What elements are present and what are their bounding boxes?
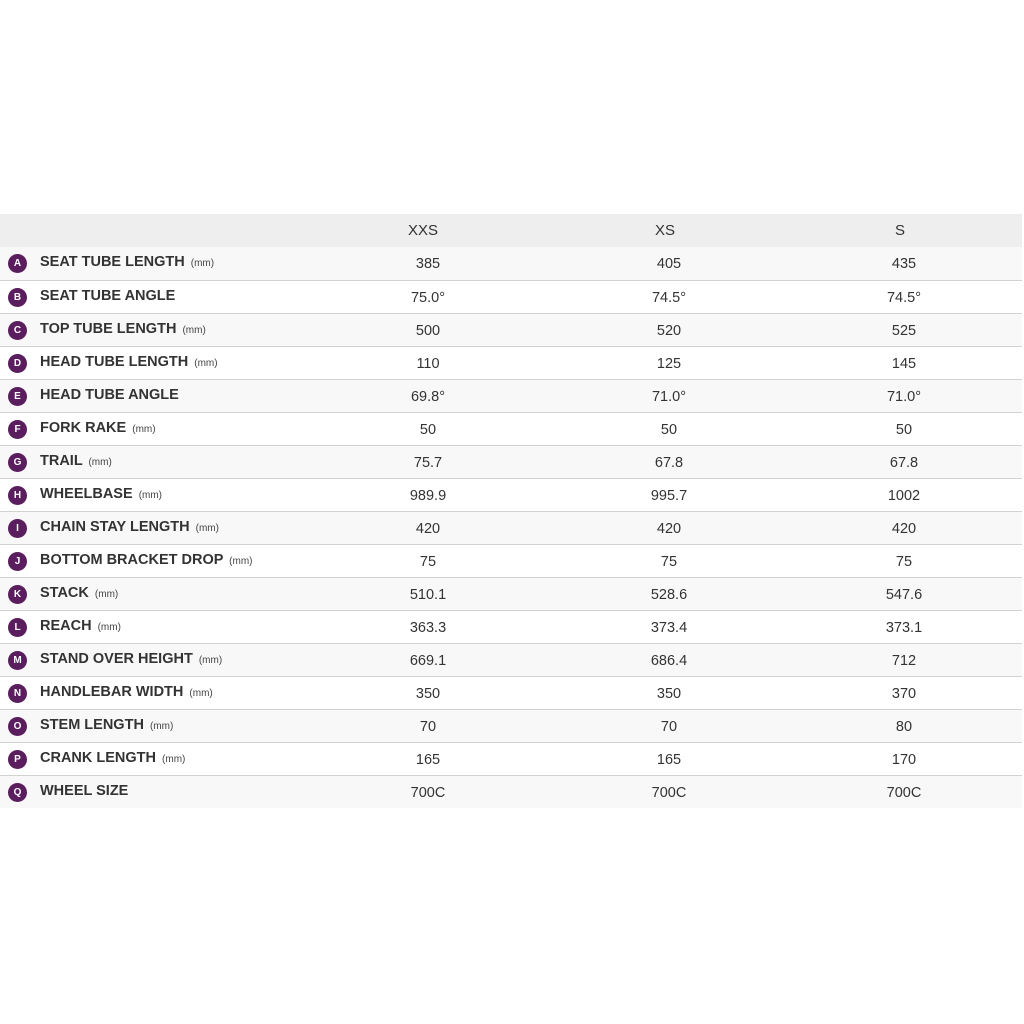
table-row	[0, 478, 1022, 511]
row-letter-badge: O	[8, 717, 27, 736]
row-unit: (mm)	[189, 688, 213, 699]
row-letter-badge: G	[8, 453, 27, 472]
row-label: REACH	[40, 618, 92, 634]
row-label: BOTTOM BRACKET DROP	[40, 552, 224, 568]
row-label: TRAIL	[40, 453, 83, 469]
row-label: STEM LENGTH	[40, 717, 144, 733]
row-letter-badge: M	[8, 651, 27, 670]
row-letter-badge: L	[8, 618, 27, 637]
value-cell-xxs: 350	[415, 686, 441, 702]
row-unit: (mm)	[162, 754, 186, 765]
value-cell-xxs: 110	[416, 356, 440, 372]
row-unit: (mm)	[229, 556, 253, 567]
value-cell-s: 74.5°	[886, 290, 922, 306]
table-body	[0, 247, 1022, 808]
table-row	[0, 379, 1022, 412]
row-label-cell	[40, 545, 253, 577]
row-label-cell	[40, 710, 173, 742]
table-row	[0, 313, 1022, 346]
table-row	[0, 577, 1022, 610]
table-row	[0, 247, 1022, 280]
value-cell-xs: 686.4	[650, 653, 688, 669]
row-label: SEAT TUBE LENGTH	[40, 254, 185, 270]
value-cell-s: 67.8	[889, 455, 919, 471]
row-label-cell	[40, 347, 218, 379]
row-label: WHEELBASE	[40, 486, 133, 502]
row-label-cell	[40, 512, 219, 544]
value-cell-xxs: 500	[415, 323, 441, 339]
table-header-row	[0, 214, 1022, 247]
row-letter-badge: P	[8, 750, 27, 769]
row-unit: (mm)	[182, 325, 206, 336]
value-cell-s: 373.1	[885, 620, 923, 636]
row-unit: (mm)	[195, 523, 219, 534]
value-cell-xxs: 70	[419, 719, 437, 735]
table-row	[0, 511, 1022, 544]
value-cell-xxs: 75.7	[413, 455, 443, 471]
value-cell-xxs: 69.8°	[410, 389, 446, 405]
row-label-cell	[40, 281, 175, 313]
row-label-cell	[40, 446, 112, 478]
table-row	[0, 676, 1022, 709]
row-letter-badge: Q	[8, 783, 27, 802]
row-unit: (mm)	[94, 589, 119, 600]
row-unit: (mm)	[149, 721, 174, 732]
value-cell-xs: 405	[656, 256, 682, 272]
row-letter-badge: F	[8, 420, 27, 439]
row-label-cell	[40, 644, 222, 676]
value-cell-xxs: 75	[419, 554, 437, 570]
row-label: HEAD TUBE ANGLE	[40, 387, 179, 403]
value-cell-xs: 420	[656, 521, 682, 537]
row-unit: (mm)	[88, 457, 112, 468]
row-label-cell	[40, 776, 128, 808]
row-label-cell	[40, 611, 121, 643]
row-letter-badge: E	[8, 387, 27, 406]
row-unit: (mm)	[198, 655, 223, 666]
value-cell-s: 170	[891, 752, 917, 768]
row-label-cell	[40, 578, 118, 610]
value-cell-xxs: 989.9	[409, 488, 447, 504]
row-letter-badge: D	[8, 354, 27, 373]
table-row	[0, 709, 1022, 742]
value-cell-xs: 67.8	[654, 455, 684, 471]
row-letter-badge: J	[8, 552, 27, 571]
value-cell-s: 1002	[887, 488, 921, 504]
value-cell-s: 435	[891, 256, 917, 272]
row-letter-badge: K	[8, 585, 27, 604]
column-header-s: S	[894, 222, 905, 239]
value-cell-xs: 520	[656, 323, 682, 339]
row-letter-badge: I	[8, 519, 27, 538]
table-row	[0, 742, 1022, 775]
row-label: SEAT TUBE ANGLE	[40, 288, 176, 304]
value-cell-s: 370	[891, 686, 917, 702]
table-row	[0, 544, 1022, 577]
value-cell-s: 75	[895, 554, 913, 570]
value-cell-xs: 70	[660, 719, 678, 735]
value-cell-s: 145	[891, 356, 917, 372]
geometry-table	[0, 214, 1022, 808]
row-label-cell	[40, 413, 156, 445]
value-cell-xxs: 165	[415, 752, 441, 768]
value-cell-xs: 50	[660, 422, 678, 438]
value-cell-xxs: 669.1	[409, 653, 447, 669]
row-label-cell	[40, 247, 214, 279]
value-cell-xxs: 50	[419, 422, 437, 438]
row-unit: (mm)	[138, 490, 163, 501]
row-letter-badge: C	[8, 321, 27, 340]
value-cell-xxs: 700C	[410, 785, 446, 801]
column-header-xxs: XXS	[407, 222, 438, 239]
row-label: CHAIN STAY LENGTH	[40, 519, 190, 535]
value-cell-xs: 373.4	[650, 620, 688, 636]
value-cell-xxs: 510.1	[409, 587, 447, 603]
value-cell-s: 547.6	[885, 587, 923, 603]
row-letter-badge: A	[8, 254, 27, 273]
value-cell-xs: 350	[656, 686, 682, 702]
row-unit: (mm)	[132, 424, 156, 435]
row-label: CRANK LENGTH	[40, 750, 156, 766]
row-label: STACK	[40, 585, 89, 601]
table-row	[0, 412, 1022, 445]
row-label: FORK RAKE	[40, 420, 127, 436]
row-label-cell	[40, 677, 213, 709]
table-row	[0, 445, 1022, 478]
row-letter-badge: H	[8, 486, 27, 505]
row-label: HEAD TUBE LENGTH	[40, 354, 189, 370]
value-cell-xxs: 75.0°	[410, 290, 446, 306]
row-label: HANDLEBAR WIDTH	[40, 684, 184, 700]
row-label-cell	[40, 380, 179, 412]
table-row	[0, 775, 1022, 808]
row-unit: (mm)	[194, 358, 218, 369]
value-cell-xs: 125	[656, 356, 682, 372]
row-label: WHEEL SIZE	[40, 783, 129, 799]
value-cell-xs: 528.6	[650, 587, 688, 603]
row-label-cell	[40, 479, 162, 511]
table-row	[0, 610, 1022, 643]
value-cell-s: 525	[891, 323, 917, 339]
row-letter-badge: B	[8, 288, 27, 307]
table-row	[0, 346, 1022, 379]
value-cell-xs: 995.7	[650, 488, 688, 504]
row-letter-badge: N	[8, 684, 27, 703]
value-cell-s: 50	[895, 422, 913, 438]
value-cell-xxs: 420	[415, 521, 441, 537]
row-label-cell	[40, 314, 206, 346]
row-label-cell	[40, 743, 185, 775]
row-unit: (mm)	[97, 622, 121, 633]
value-cell-xxs: 385	[415, 256, 441, 272]
value-cell-xs: 71.0°	[651, 389, 687, 405]
value-cell-xs: 700C	[651, 785, 687, 801]
value-cell-xs: 165	[656, 752, 682, 768]
value-cell-s: 420	[891, 521, 917, 537]
value-cell-xs: 75	[660, 554, 678, 570]
row-unit: (mm)	[190, 258, 215, 269]
column-header-xs: XS	[654, 222, 675, 239]
value-cell-s: 71.0°	[886, 389, 922, 405]
row-label: STAND OVER HEIGHT	[40, 651, 193, 667]
value-cell-s: 700C	[886, 785, 922, 801]
value-cell-s: 80	[895, 719, 913, 735]
table-row	[0, 280, 1022, 313]
row-label: TOP TUBE LENGTH	[40, 321, 177, 337]
table-row	[0, 643, 1022, 676]
value-cell-s: 712	[891, 653, 917, 669]
value-cell-xxs: 363.3	[409, 620, 447, 636]
value-cell-xs: 74.5°	[651, 290, 687, 306]
